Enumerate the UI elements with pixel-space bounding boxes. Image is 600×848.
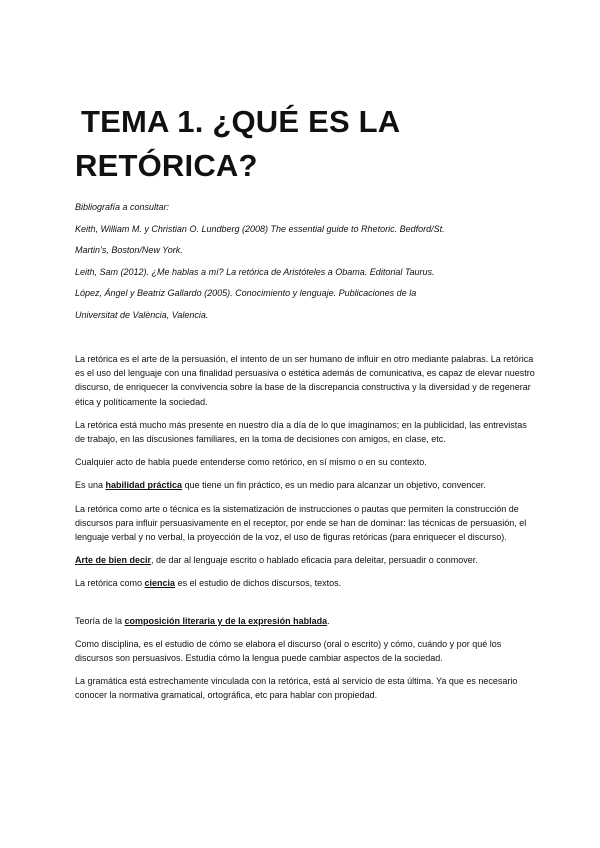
paragraph: Cualquier acto de habla puede entenderse como retórico, en sí mismo o en su contexto. — [75, 457, 427, 468]
bibliography-line: Universitat de València, Valencia. — [75, 309, 209, 320]
body-text — [75, 352, 535, 712]
paragraph-text: . — [327, 615, 330, 626]
paragraph — [75, 553, 535, 567]
bibliography-line: Martin’s, Boston/New York. — [75, 245, 183, 256]
paragraph: Como disciplina, es el estudio de cómo se elabora el discurso (oral o escrito) y cómo, cuándo y por qué los discursos son persuasivos. Estudia cómo la lengua puede cambiar aspectos de la sociedad. — [75, 638, 502, 664]
underlined-term: ciencia — [144, 578, 176, 589]
underlined-term: Arte de bien decir — [75, 555, 152, 566]
bibliography-line: López, Ángel y Beatriz Gallardo (2005). Conocimiento y lenguaje. Publicaciones de la — [75, 288, 417, 299]
page-title — [75, 100, 535, 188]
paragraph: La retórica como arte o técnica es la sistematización de instrucciones o pautas que permiten la construcción de discursos para influir persuasivamente en el receptor, por ende se han de dominar: las técnicas de persuasión, el lenguaje verbal y no verbal, la proyección de la voz, el uso de figuras retóricas (para enriquecer el discurso). — [75, 503, 527, 543]
paragraph-text: La retórica como — [75, 578, 145, 589]
bibliography-line: Leith, Sam (2012). ¿Me hablas a mí? La retórica de Aristóteles a Obama. Editorial Taurus. — [75, 266, 435, 277]
bibliography-heading: Bibliografía a consultar: — [75, 202, 170, 212]
bibliography-line: Keith, William M. y Christian O. Lundberg (2008) The essential guide to Rhetoric. Bedford/St. — [75, 223, 445, 234]
paragraph-text: que tiene un fin práctico, es un medio para alcanzar un objetivo, convencer. — [182, 480, 486, 491]
paragraph: La retórica es el arte de la persuasión, el intento de un ser humano de influir en otro mediante palabras. La retórica es el uso del lenguaje con una finalidad persuasiva o estética además de comunicativa, es capaz de elevar nuestro discurso, de enriquecer la convivencia sobre la base de la discrepancia constructiva y la diversidad y de regenerar ética y políticamente la sociedad. — [75, 354, 535, 407]
paragraph-text: Es una — [75, 480, 106, 491]
paragraph-text: es el estudio de dichos discursos, textos. — [175, 578, 342, 589]
paragraph — [75, 478, 535, 492]
paragraph-text: Teoría de la — [75, 615, 125, 626]
title-line-2: RETÓRICA? — [75, 148, 258, 183]
underlined-term: habilidad práctica — [105, 480, 183, 491]
paragraph — [75, 576, 535, 590]
paragraph: La gramática está estrechamente vinculada con la retórica, está al servicio de esta última. Ya que es necesario conocer la normativa gramatical, ortográfica, etc para hablar con propiedad. — [75, 676, 518, 701]
paragraph-text: , de dar al lenguaje escrito o hablado eficacia para deleitar, persuadir o conmover. — [151, 555, 478, 566]
title-line-1: TEMA 1. ¿QUÉ ES LA — [81, 104, 401, 139]
underlined-term: composición literaria y de la expresión hablada — [124, 615, 328, 626]
bibliography — [75, 197, 545, 327]
paragraph — [75, 614, 535, 628]
paragraph: La retórica está mucho más presente en nuestro día a día de lo que imaginamos; en la publicidad, las entrevistas de trabajo, en las discusiones familiares, en la toma de decisiones con amigos, en clase, etc. — [75, 419, 527, 445]
